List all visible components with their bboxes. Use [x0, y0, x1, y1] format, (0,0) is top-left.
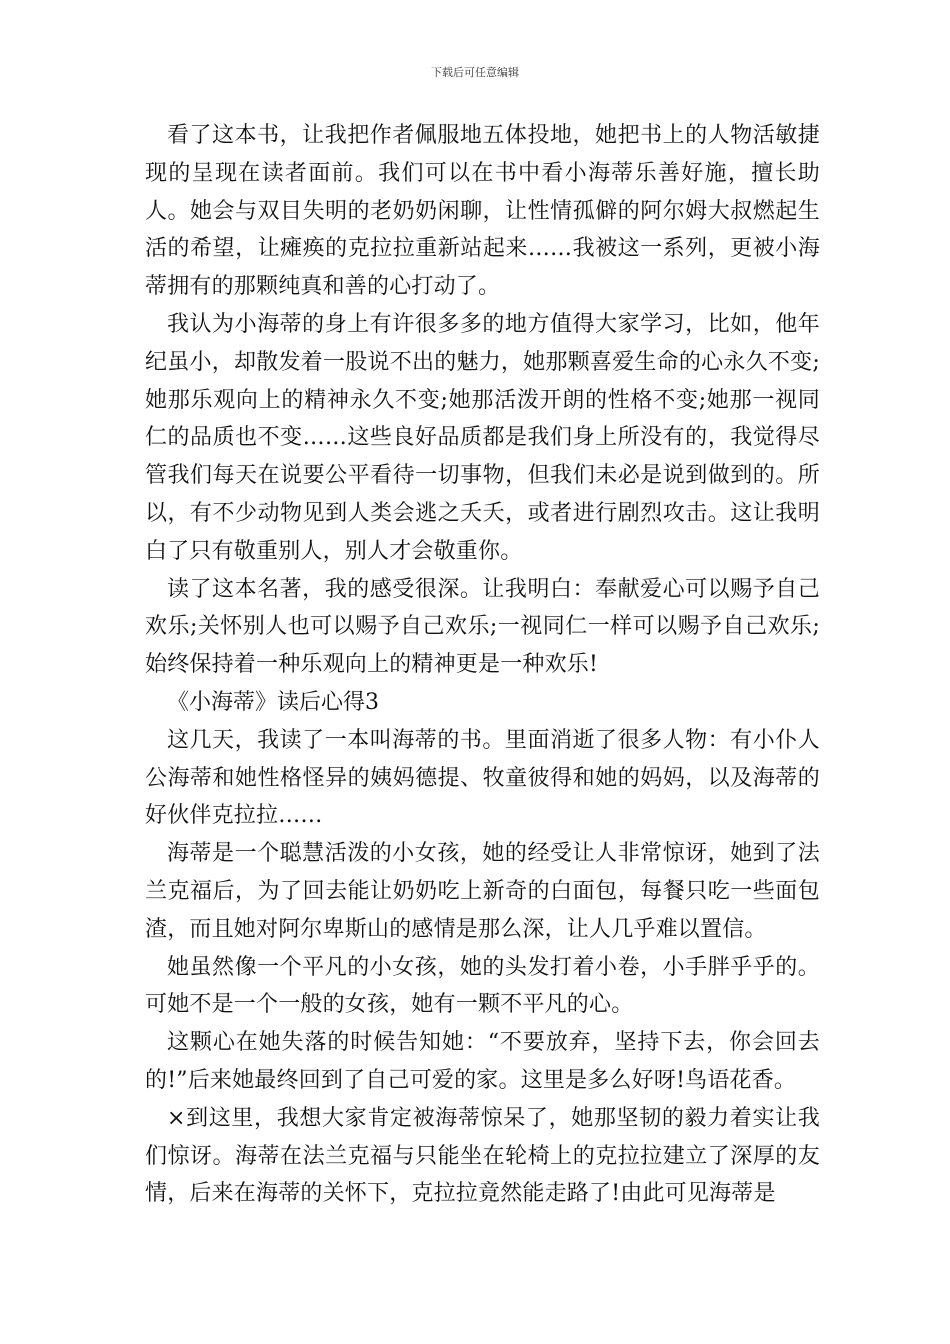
- page-header-note: 下载后可任意编辑: [431, 66, 519, 79]
- paragraph-4: 这几天，我读了一本叫海蒂的书。里面消逝了很多人物：有小仆人公海蒂和她性格怪异的姨妈德提、牧童彼得和她的妈妈，以及海蒂的好伙伴克拉拉……: [145, 727, 820, 829]
- paragraph-6: 她虽然像一个平凡的小女孩，她的头发打着小卷，小手胖乎乎的。可她不是一个一般的女孩，她有一颗不平凡的心。: [145, 954, 820, 1018]
- paragraph-1: 看了这本书，让我把作者佩服地五体投地，她把书上的人物活敏捷现的呈现在读者面前。我们可以在书中看小海蒂乐善好施，擅长助人。她会与双目失明的老奶奶闲聊，让性情孤僻的阿尔姆大叔燃起生活的希望，让瘫痪的克拉拉重新站起来……我被这一系列，更被小海蒂拥有的那颗纯真和善的心打动了。: [145, 123, 820, 300]
- paragraph-3: 读了这本名著，我的感受很深。让我明白：奉献爱心可以赐予自己欢乐;关怀别人也可以赐予自己欢乐;一视同仁一样可以赐予自己欢乐;始终保持着一种乐观向上的精神更是一种欢乐!: [145, 576, 820, 678]
- section-heading: 《小海蒂》读后心得3: [167, 689, 379, 715]
- paragraph-2: 我认为小海蒂的身上有许很多多的地方值得大家学习，比如，他年纪虽小，却散发着一股说不出的魅力，她那颗喜爱生命的心永久不变;她那乐观向上的精神永久不变;她那活泼开朗的性格不变;她那一视同仁的品质也不变……这些良好品质都是我们身上所没有的，我觉得尽管我们每天在说要公平看待一切事物，但我们未必是说到做到的。所以，有不少动物见到人类会逃之夭夭，或者进行剧烈攻击。这让我明白了只有敬重别人，别人才会敬重你。: [145, 311, 820, 564]
- paragraph-7: 这颗心在她失落的时候告知她：“不要放弃，坚持下去，你会回去的!”后来她最终回到了自己可爱的家。这里是多么好呀!鸟语花香。: [145, 1030, 820, 1093]
- document-body: [145, 117, 820, 1213]
- paragraph-5: 海蒂是一个聪慧活泼的小女孩，她的经受让人非常惊讶，她到了法兰克福后，为了回去能让奶奶吃上新奇的白面包，每餐只吃一些面包渣，而且她对阿尔卑斯山的感情是那么深，让人几乎难以置信。: [145, 841, 820, 942]
- paragraph-8: ×到这里，我想大家肯定被海蒂惊呆了，她那坚韧的毅力着实让我们惊讶。海蒂在法兰克福与只能坐在轮椅上的克拉拉建立了深厚的友情，后来在海蒂的关怀下，克拉拉竟然能走路了!由此可见海蒂是: [145, 1105, 820, 1207]
